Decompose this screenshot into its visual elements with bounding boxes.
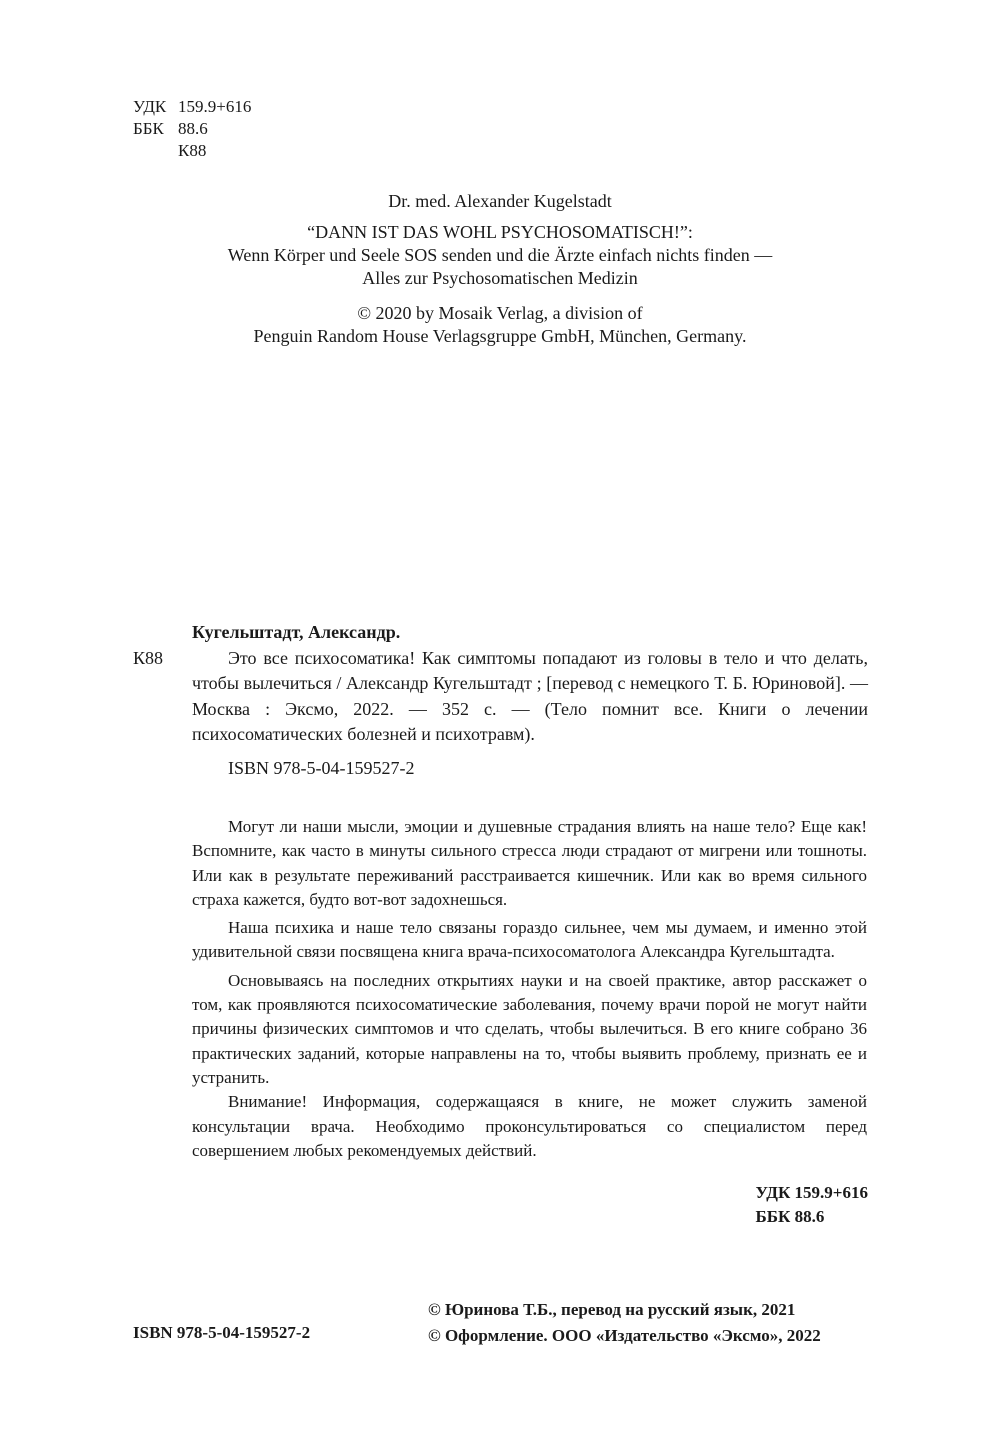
footer-isbn: ISBN 978-5-04-159527-2 bbox=[133, 1323, 311, 1342]
footer-copyright bbox=[428, 1297, 821, 1349]
annotation-paragraph: Наша психика и наше тело связаны гораздо сильнее, чем мы думаем, и именно этой удивительной связи посвящена книга врача-психосоматолога Александра Кугельштадта. bbox=[192, 918, 867, 962]
bbk-row bbox=[133, 118, 251, 140]
catalog-description: Это все психосоматика! Как симптомы попадают из головы в тело и что делать, чтобы вылечиться / Александр Кугельштадт ; [перевод с немецкого Т. Б. Юриновой]. — Москва : Эксмо, 2022. — 352 с. — (Тело помнит все. Книги о лечении психосоматических болезней и психотравм). bbox=[192, 647, 868, 744]
original-title-line: “DANN IST DAS WOHL PSYCHOSOMATISCH!”: bbox=[307, 222, 693, 242]
annotation-paragraph: Основываясь на последних открытиях науки и на своей практике, автор расскажет о том, как проявляются психосоматические заболевания, почему врачи порой не могут найти причины физических симптомов и что сделать, чтобы вылечиться. В его книге собрано 36 практических заданий, которые направлены на то, чтобы выявить проблему, признать ее и устранить. bbox=[192, 970, 867, 1087]
udk-row bbox=[133, 96, 251, 118]
design-copyright: © Оформление. ООО «Издательство «Эксмо», 2022 bbox=[428, 1326, 821, 1345]
udk-value: 159.9+616 bbox=[178, 97, 252, 116]
annotation-codes bbox=[756, 1181, 868, 1229]
original-author: Dr. med. Alexander Kugelstadt bbox=[388, 191, 612, 211]
catalog-body bbox=[133, 646, 868, 748]
original-copyright-line: Penguin Random House Verlagsgruppe GmbH, München, Germany. bbox=[253, 326, 747, 346]
classification-block bbox=[133, 96, 251, 162]
annotation-paragraph: Внимание! Информация, содержащаяся в книге, не может служить заменой консультации врача. Необходимо проконсультироваться со специалистом перед совершением любых рекомендуемых действий. bbox=[192, 1092, 867, 1160]
annotation-udk: УДК 159.9+616 bbox=[755, 1183, 868, 1202]
original-title bbox=[120, 221, 880, 290]
original-title-line: Wenn Körper und Seele SOS senden und die Ärzte einfach nichts finden — bbox=[227, 245, 773, 265]
author-mark-row bbox=[133, 140, 251, 162]
catalog-code: К88 bbox=[133, 647, 164, 668]
original-edition-block bbox=[120, 190, 880, 348]
bbk-value: 88.6 bbox=[178, 119, 208, 138]
original-title-line: Alles zur Psychosomatischen Medizin bbox=[362, 268, 638, 288]
catalog-heading: Кугельштадт, Александр. bbox=[192, 622, 401, 642]
catalog-card bbox=[133, 620, 868, 781]
annotation-bbk: ББК 88.6 bbox=[755, 1207, 825, 1226]
original-copyright-line: © 2020 by Mosaik Verlag, a division of bbox=[357, 303, 643, 323]
author-mark: К88 bbox=[178, 141, 207, 160]
annotation-paragraph: Могут ли наши мысли, эмоции и душевные страдания влиять на наше тело? Еще как! Вспомните, как часто в минуты сильного стресса люди страдают от мигрени или тошноты. Или как в результате переживаний расстраивается кишечник. Или как во время сильного страха кажется, будто вот-вот задохнешься. bbox=[192, 817, 867, 909]
bbk-label: ББК bbox=[133, 119, 164, 138]
original-copyright bbox=[120, 302, 880, 348]
udk-label: УДК bbox=[133, 97, 167, 116]
catalog-isbn: ISBN 978-5-04-159527-2 bbox=[228, 757, 415, 778]
annotation-block bbox=[192, 815, 867, 1163]
translation-copyright: © Юринова Т.Б., перевод на русский язык, 2021 bbox=[428, 1300, 796, 1319]
